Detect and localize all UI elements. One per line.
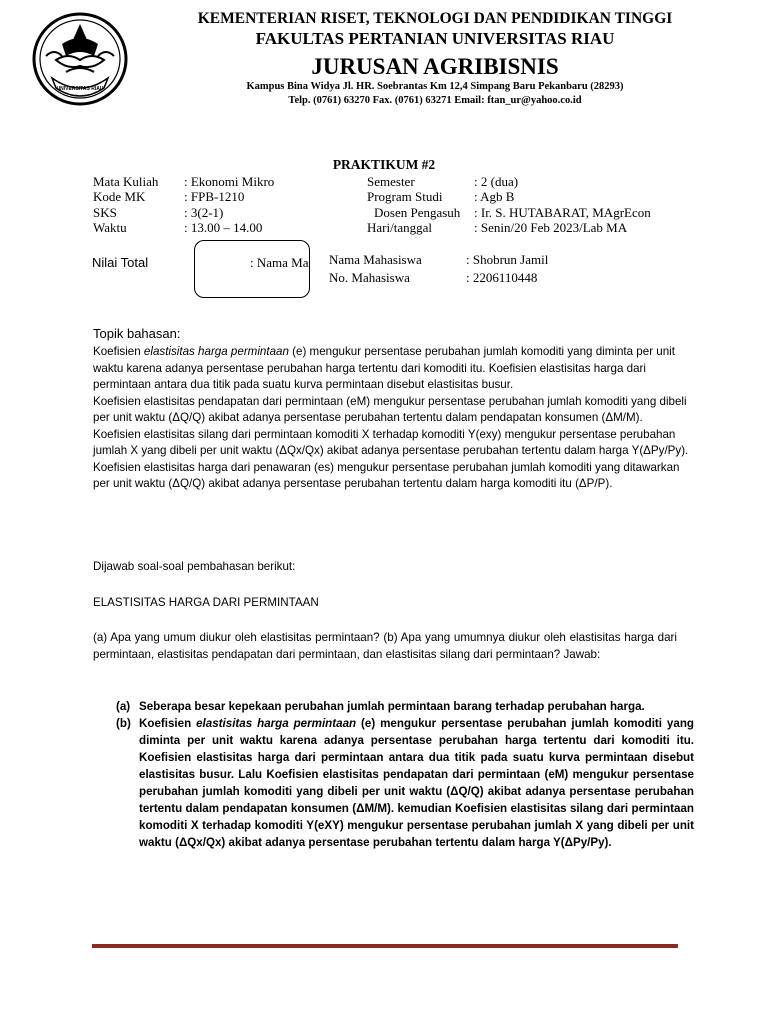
date-label: Hari/tanggal (367, 220, 432, 235)
university-logo (32, 12, 128, 106)
topic-paragraph-1: Koefisien elastisitas harga permintaan (e) mengukur persentase perubahan jumlah komoditi yang diminta per unit waktu karena adanya persentase perubahan harga tertentu dari komoditi itu. Koefisien elastisitas harga dari permintaan antara dua titik pada suatu kurva permintaan disebut elastisitas busur. (93, 345, 675, 391)
student-name-label: Nama Mahasiswa (329, 252, 422, 267)
course-value: : Ekonomi Mikro (184, 174, 275, 189)
answer-item-a (116, 698, 694, 715)
contact-line: Telp. (0761) 63270 Fax. (0761) 63271 Email: ftan_ur@yahoo.co.id (288, 95, 582, 106)
date-value: : Senin/20 Feb 2023/Lab MA (474, 220, 628, 235)
lecturer-value: : Ir. S. HUTABARAT, MAgrEcon (474, 205, 651, 220)
student-id-label: No. Mahasiswa (329, 270, 410, 285)
footer-rule (92, 944, 678, 948)
answer-marker-a: (a) (116, 700, 131, 713)
answer-item-b (116, 715, 694, 851)
question-text: (a) Apa yang umum diukur oleh elastisitas permintaan? (b) Apa yang umumnya diukur oleh elastisitas harga dari permintaan, elastisitas pendapatan dari permintaan, dan elastisitas silang dari permintaan? Jawab: (93, 631, 677, 661)
course-code-value: : FPB-1210 (184, 189, 245, 204)
program-label: Program Studi (367, 189, 443, 204)
credits-value: : 3(2-1) (184, 205, 224, 220)
answer-text-a: Seberapa besar kepekaan perubahan jumlah permintaan barang terhadap perubahan harga. (139, 700, 645, 713)
semester-value: : 2 (dua) (474, 174, 519, 189)
student-id-value: : 2206110448 (466, 270, 538, 285)
semester-label: Semester (367, 174, 415, 189)
answer-marker-b: (b) (116, 717, 131, 730)
page-title: PRAKTIKUM #2 (332, 157, 436, 172)
address-line: Kampus Bina Widya Jl. HR. Soebrantas Km 12,4 Simpang Baru Pekanbaru (28293) (246, 81, 624, 92)
section-heading: ELASTISITAS HARGA DARI PERMINTAAN (93, 596, 319, 609)
total-score-label: Nilai Total (92, 255, 149, 270)
answer-list (116, 698, 694, 851)
time-value: : 13.00 – 14.00 (184, 220, 263, 235)
topic-paragraph-3: Koefisien elastisitas silang dari permintaan komoditi X terhadap komoditi Y(exy) mengukur persentase perubahan jumlah X yang dibeli per unit waktu (ΔQx/Qx) akibat adanya persentase perubahan tertentu dalam harga Y(ΔPy/Py). (93, 427, 689, 457)
lecturer-label: Dosen Pengasuh (374, 205, 461, 220)
topic-paragraph-2: Koefisien elastisitas pendapatan dari permintaan (eM) mengukur persentase perubahan jumlah komoditi yang dibeli per unit waktu (ΔQ/Q) akibat adanya persentase perubahan tertentu dalam pendapatan konsumen (ΔM/M). (93, 394, 687, 424)
topic-paragraph-4: Koefisien elastisitas harga dari penawaran (es) mengukur persentase perubahan jumlah komoditi yang ditawarkan per unit waktu (ΔQ/Q) akibat adanya persentase perubahan tertentu dalam harga komoditi itu (ΔP/P). (93, 460, 680, 490)
instruction-text: Dijawab soal-soal pembahasan berikut: (93, 560, 296, 573)
ministry-heading: KEMENTERIAN RISET, TEKNOLOGI DAN PENDIDIKAN TINGGI (197, 10, 673, 27)
time-label: Waktu (93, 220, 127, 235)
topic-body (93, 344, 693, 493)
program-value: : Agb B (474, 189, 515, 204)
score-box-text: : Nama Ma (250, 255, 309, 270)
course-label: Mata Kuliah (93, 174, 159, 189)
credits-label: SKS (93, 205, 117, 220)
course-code-label: Kode MK (93, 189, 146, 204)
faculty-heading: FAKULTAS PERTANIAN UNIVERSITAS RIAU (255, 29, 615, 48)
logo-text: UNIVERSITAS RIAU (56, 86, 104, 92)
department-heading: JURUSAN AGRIBISNIS (311, 54, 559, 79)
topic-heading: Topik bahasan: (93, 326, 181, 341)
student-name-value: : Shobrun Jamil (466, 252, 549, 267)
answer-text-b: Koefisien elastisitas harga permintaan (e) mengukur persentase perubahan jumlah komoditi yang diminta per unit waktu karena adanya persentase perubahan harga tertentu dari komoditi itu. Koefisien elastisitas harga dari permintaan antara dua titik pada suatu kurva permintaan disebut elastisitas busur. Lalu Koefisien elastisitas pendapatan dari permintaan (eM) mengukur persentase perubahan jumlah komoditi yang dibeli per unit waktu (ΔQ/Q) akibat adanya persentase perubahan tertentu dalam pendapatan konsumen (ΔM/M). kemudian Koefisien elastisitas silang dari permintaan komoditi X terhadap komoditi Y(eXY) mengukur persentase perubahan jumlah X yang dibeli per unit waktu (ΔQx/Qx) akibat adanya persentase perubahan tertentu dalam harga Y(ΔPy/Py). (139, 717, 694, 849)
